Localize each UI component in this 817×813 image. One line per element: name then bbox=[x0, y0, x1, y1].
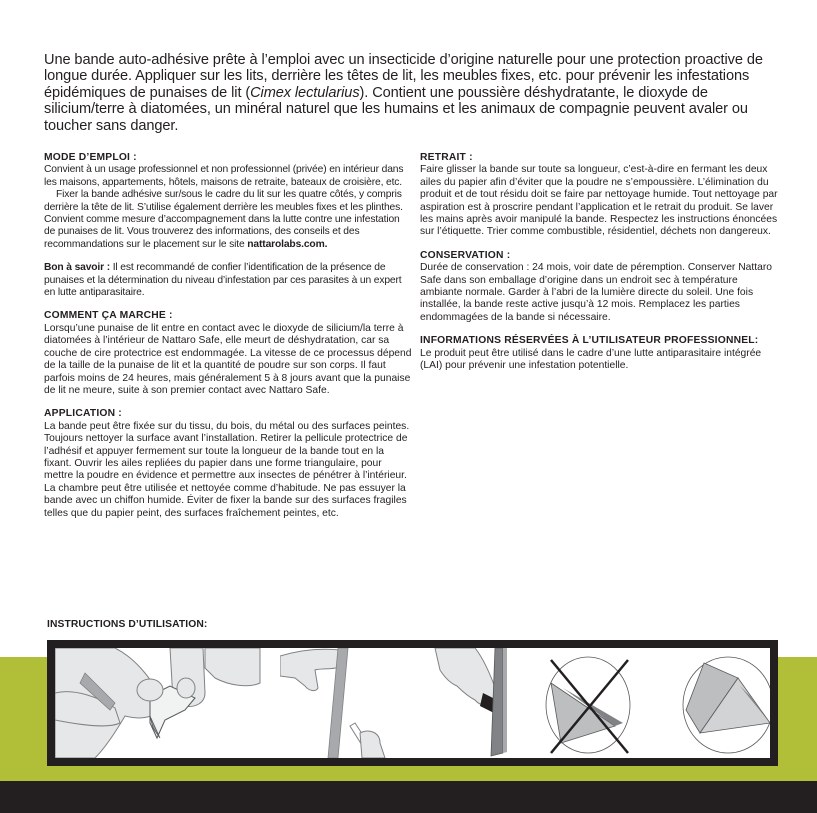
apply-strip-hands-icon bbox=[280, 648, 410, 758]
section-text bbox=[44, 189, 412, 251]
instructions-illustrations bbox=[55, 648, 770, 758]
section-title: MODE D’EMPLOI : bbox=[44, 152, 137, 163]
section-text: Faire glisser la bande sur toute sa longueur, c’est-à-dire en fermant les deux ailes du papier afin d’éviter que la poudre ne s’empoussière. L’élimination du produit et de tout résidu doit se faire par nettoyage humide. Tout nettoyage par aspiration est à proscrire pendant l’application et le retrait du produit. Se laver les mains après avoir manipulé la bande. Respectez les instructions énoncées sur l’étiquette. Trier comme combustible, résidentiel, déchets non dangereux. bbox=[420, 164, 778, 238]
section-text: Durée de conservation : 24 mois, voir date de péremption. Conserver Nattaro Safe dans son emballage d’origine dans un endroit sec à température ambiante normale. Garder à l’abri de la lumière directe du soleil. Une fois installée, la bande reste active jusqu’à 12 mois. Remplacez les parties endommagées de la bande si nécessaire. bbox=[420, 262, 772, 323]
intro-text-1: Une bande auto-adhésive prête à l’emploi avec un insecticide d’origine naturelle pour une protection proactive de longue durée. Appliquer sur les lits, derrière les têtes de lit, les meubles fixes, etc. pour prévenir les infestations épidémiques de punaises de lit ( bbox=[44, 52, 763, 101]
section-text: La bande peut être fixée sur du tissu, du bois, du métal ou des surfaces peintes. Toujours nettoyer la surface avant l’installation. Retirer la pellicule protectrice de l’adhésif et appuyer fermement sur toute la longueur de la bande tout en la fixant. Ouvrir les ailes repliées du papier dans une forme triangulaire, pour mettre la poudre en évidence et permettre aux insectes de pénétrer à l’intérieur. La chambre peut être utilisée et nettoyée comme d’habitude. Ne pas essuyer la bande avec un chiffon humide. Éviter de fixer la bande sur des surfaces fragiles telles que du papier peint, des surfaces fraîchement peintes, etc. bbox=[44, 420, 410, 519]
section-bon-a-savoir bbox=[44, 262, 412, 299]
left-column bbox=[44, 152, 412, 531]
peel-backing-hands-icon bbox=[55, 648, 270, 758]
website-link[interactable]: nattarolabs.com. bbox=[247, 238, 328, 250]
section-text-span: Fixer la bande adhésive sur/sous le cadre du lit sur les quatre côtés, y compris derrière la tête de lit. S’utilise également derrière les meubles fixes et les plinthes. Convient comme mesure d’accompagnement dans la lutte contre une infestation de punaises de lit. Vous trouverez des informations, des conseils et des recommandations sur le placement sur le site bbox=[44, 189, 403, 250]
section-text: Convient à un usage professionnel et non professionnel (privée) en intérieur dans les maisons, appartements, hôtels, maisons de retraite, bateaux de croisière, etc. bbox=[44, 164, 404, 188]
intro-species-name: Cimex lectularius bbox=[250, 84, 360, 101]
section-title: CONSERVATION : bbox=[420, 249, 511, 261]
instructions-title: INSTRUCTIONS D’UTILISATION: bbox=[47, 619, 208, 630]
section-text bbox=[44, 262, 412, 299]
right-column bbox=[420, 152, 780, 384]
section-comment-ca-marche bbox=[44, 310, 412, 397]
section-application bbox=[44, 408, 412, 520]
section-mode-emploi bbox=[44, 152, 412, 251]
bon-a-savoir-label: Bon à savoir : bbox=[44, 262, 110, 274]
section-title: APPLICATION : bbox=[44, 408, 122, 420]
press-strip-hand-icon bbox=[395, 648, 565, 758]
section-title: RETRAIT : bbox=[420, 152, 473, 163]
footer-band bbox=[0, 781, 817, 813]
intro-text-2: ). Contient une poussière déshydratante, le dioxyde de silicium/terre à diatomées, un minéral naturel que les humains et les animaux de compagnie peuvent avaler ou toucher sans danger. bbox=[44, 84, 748, 134]
open-triangle-correct-icon bbox=[678, 648, 770, 758]
section-conservation bbox=[420, 250, 780, 324]
section-text: Le produit peut être utilisé dans le cadre d’une lutte antiparasitaire intégrée (LAI) pour prévenir une infestation potentielle. bbox=[420, 347, 762, 372]
instructions-panel bbox=[47, 640, 778, 766]
bon-a-savoir-text: Il est recommandé de confier l’identification de la présence de punaises et la détermination du niveau d’infestation par ces parasites à un expert en lutte antiparasitaire. bbox=[44, 262, 402, 299]
section-title: INFORMATIONS RÉSERVÉES À L’UTILISATEUR PROFESSIONNEL: bbox=[420, 335, 759, 347]
folded-strip-wrong-icon bbox=[543, 648, 633, 758]
intro-paragraph bbox=[44, 52, 784, 134]
section-pro-info bbox=[420, 335, 780, 372]
section-text: Lorsqu’une punaise de lit entre en contact avec le dioxyde de silicium/la terre à diatomées à l’intérieur de Nattaro Safe, elle meurt de déshydratation, car sa couche de cire protectrice est endommagée. La vitesse de ce processus dépend de la taille de la punaise de lit et la quantité de poudre sur son corps. Il faut parfois moins de 24 heures, mais généralement 5 à 8 jours avant que la punaise de lit ne meure, suite à son premier contact avec Nattaro Safe. bbox=[44, 322, 412, 396]
section-title: COMMENT ÇA MARCHE : bbox=[44, 310, 173, 322]
section-retrait bbox=[420, 152, 780, 239]
